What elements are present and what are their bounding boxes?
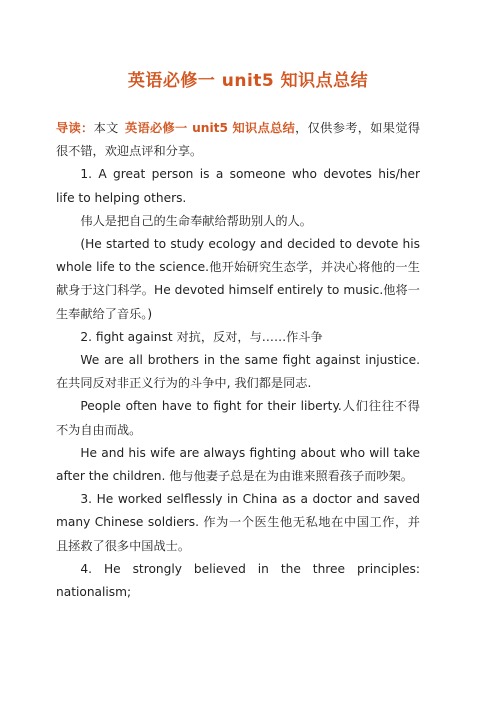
paragraph-2: 伟人是把自己的生命奉献给帮助别人的人。: [80, 213, 312, 228]
paragraph-8: 3. He worked selflessly in China as a doctor and saved many Chinese soldiers. 作为一个医生他无私地在中国工作，并且拯救了很多中国战士。: [56, 492, 420, 553]
paragraph-9: 4. He strongly believed in the three principles: nationalism;: [56, 561, 420, 600]
paragraph-7: He and his wife are always fighting about who will take after the children. 他与他妻子总是在为由谁来照看孩子而吵架。: [56, 445, 420, 484]
paragraph-1: 1. A great person is a someone who devotes his/her life to helping others.: [56, 167, 420, 205]
paragraph-5: We are all brothers in the same fight against injustice.在共同反对非正义行为的斗争中, 我们都是同志.: [56, 353, 420, 391]
document-body: [56, 117, 420, 604]
guide-paragraph: [56, 117, 420, 163]
page-title: 英语必修一 unit5 知识点总结: [127, 71, 369, 91]
guide-pre: 本文: [93, 121, 119, 135]
guide-post: ，仅供参考，如果觉得很不错，欢迎点评和分享。: [56, 121, 421, 159]
paragraph-6: People often have to fight for their liberty.人们往往不得不为自由而战。: [56, 399, 420, 437]
paragraph-3: (He started to study ecology and decided to devote his whole life to the science.他开始研究生态学，并决心将他的一生献身于这门科学。He devoted himself entirely to music.他将一生奉献给了音乐。): [56, 237, 420, 321]
guide-label: 导读：: [56, 121, 94, 135]
paragraph-4: 2. fight against 对抗，反对，与……作斗争: [80, 329, 323, 344]
guide-document-name: 英语必修一 unit5 知识点总结: [124, 121, 296, 135]
